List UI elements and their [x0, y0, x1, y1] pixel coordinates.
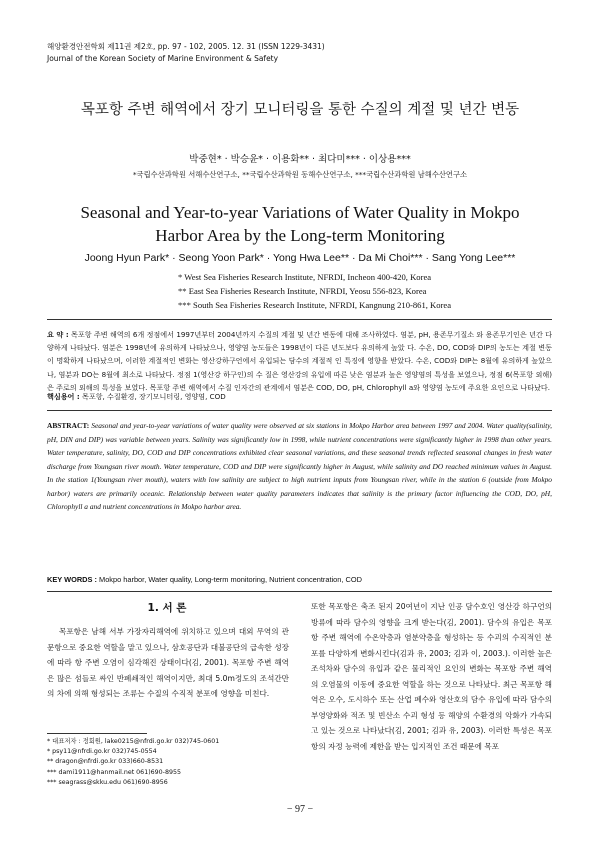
korean-keywords-label: 핵심용어 : [47, 392, 80, 401]
page-number: − 97 − [286, 804, 314, 815]
english-abstract-label: ABSTRACT: [47, 421, 90, 430]
english-title-line2: Harbor Area by the Long-term Monitoring [155, 226, 445, 245]
body-column-left: 목포항은 남해 서부 가장자리해역에 위치하고 있으며 대외 무역의 관문항으로 중요한 역할을 맡고 있으나, 삼호공단과 대불공단의 급속한 성장에 따라 항 주변 오염이 심각해진 상태이다(김, 2001). 목포항 주변 해역은 많은 섬들로 싸인 반폐쇄적인 해역이지만, 최대 5.0m정도의 조석간만의 차에 의해 형성되는 조류는 수질의 수직적 분포에 영향을 미친다. [47, 627, 289, 698]
korean-abstract [47, 328, 552, 394]
english-authors: Joong Hyun Park* · Seong Yoon Park* · Yong Hwa Lee** · Da Mi Choi*** · Sang Yong Lee*** [84, 252, 516, 264]
english-title [40, 201, 560, 247]
korean-keywords-text: 목포항, 수질환경, 장기모니터링, 영양염, COD [81, 392, 226, 401]
english-abstract-text: Seasonal and year-to-year variations of water quality were observed at six stations in Mokpo Harbor area between 1997 and 2004. Water quality(salinity, pH, DIN and DIP) was variable between years. Salinity was significantly low in 1998, while nutrient concentrations were significantly higher in 1998 than other years. Water temperature, salinity, DO, COD and DIP concentrations exhibited clear seasonal variations, and these seasonal trends reflected seasonal changes in fresh water discharge from Youngsan river mouth. Water temperature, COD and DIP were significantly higher in August, while salinity and DO reached minimum values in August. In the station 1(Youngsan river mouth), waters with low salinity are subject to high nutrient inputs from Youngsan river, while in the station 6 (outside from Mokpo harbor) waters are primarily oceanic. Relationship between water quality parameters indicates that salinity is the primary factor influencing the COD, DO, pH, Chlorophyll a and nutrient concentrations in Mokpo harbor area. [47, 421, 552, 511]
section-title-introduction: 1. 서 론 [147, 602, 187, 614]
english-keywords-label: KEY WORDS : [47, 575, 97, 584]
korean-keywords [47, 392, 552, 402]
korean-abstract-text: 목포항 주변 해역의 6개 정점에서 1997년부터 2004년까지 수질의 계절 및 년간 변동에 대해 조사하였다. 염분, pH, 용존무기질소 와 용존무기인은 년간 다양하게 나타났다. 염분은 1998년에 유의하게 나타났으나, 영양염 농도들은 1998년이 다른 년도보다 유의하게 높았 다. 수온, DO, COD와 DIP의 농도는 계절 변동이 명확하게 나타났으며, 이러한 계절적인 변화는 영산강하구언에서 유입되는 담수의 계절적 인 특징에 영향을 받았다. 수온, COD와 DIP는 8월에 유의하게 높았으나, 염분과 DO는 8월에 최소로 나타났다. 정점 1(영산강 하구인)의 수 질은 영산강의 유입에 따른 낮은 염분과 높은 영양염의 특성을 보였으나, 정점 6(목포항 외해)은 주로의 외해의 특성을 보였다. 목포항 주변 해역에서 수질 인자간의 관계에서 염분은 COD, DO, pH, Chlorophyll a와 영양염 농도에 주요한 요인으로 나타났다. [47, 330, 552, 392]
footnotes [47, 737, 219, 788]
affiliation-south-sea: *** South Sea Fisheries Research Institute, NFRDI, Kangnung 210-861, Korea [178, 300, 452, 310]
affiliation-east-sea: ** East Sea Fisheries Research Institute, NFRDI, Yeosu 556-823, Korea [178, 286, 427, 296]
korean-authors: 박중현* · 박승윤* · 이용화** · 최다미*** · 이상용*** [189, 154, 411, 165]
footnote-divider [47, 733, 147, 734]
english-abstract [47, 419, 552, 514]
english-keywords-text: Mokpo harbor, Water quality, Long-term monitoring, Nutrient concentration, COD [99, 575, 362, 584]
affiliation-west-sea: * West Sea Fisheries Research Institute, NFRDI, Incheon 400-420, Korea [178, 272, 432, 282]
journal-info-korean: 해양환경안전학회 제11권 제2호, pp. 97 - 102, 2005. 12. 31 (ISSN 1229-3431) [47, 42, 325, 51]
journal-header [47, 41, 325, 65]
divider-middle [47, 410, 552, 411]
body-column-right: 또한 목포항은 축조 된지 20여년이 지난 인공 담수호인 영산강 하구언의 방류에 따라 담수의 영향을 크게 받는다(김, 2001). 담수의 유입은 목포항 주변 해역에 수온약층과 염분약층을 형성하는 등 수괴의 수직적인 분포를 다양하게 변화시킨다(김과 유, 2003; 김과 이, 2003.). 이러한 높은 조석차와 담수의 유입과 같은 물리적인 요인의 변화는 목포항 주변 해역의 오염물의 이동에 중요한 역할을 하는 것으로 나타났다. 최근 목포항 해역은 오수, 도시하수 또는 산업 폐수와 영산호의 담수 유입에 따라 담수의 부영양화와 적조 및 빈산소 수괴 형성 등 해양의 수환경의 악화가 가속되고 있는 것으로 나타났다(김, 2001; 김과 유, 2003). 이러한 특성은 목포항의 자정 능력에 제한을 받는 입지적인 조건 때문에 목포 [311, 602, 552, 751]
korean-abstract-label: 요 약 : [47, 330, 69, 339]
footnote-author-2: * psy11@nfrdi.go.kr 032)745-0554 [47, 748, 157, 756]
divider-top [47, 319, 552, 320]
footnote-author-5: *** seagrass@skku.edu 061)690-8956 [47, 778, 168, 786]
journal-info-english: Journal of the Korean Society of Marine Environment & Safety [47, 54, 279, 63]
korean-affiliations: *국립수산과학원 서해수산연구소, **국립수산과학원 동해수산연구소, ***국립수산과학원 남해수산연구소 [132, 170, 468, 179]
english-title-line1: Seasonal and Year-to-year Variations of Water Quality in Mokpo [80, 203, 520, 222]
footnote-author-4: *** dami1911@hanmail.net 061)690-8955 [47, 768, 181, 776]
divider-bottom [47, 591, 552, 592]
english-affiliations [178, 270, 451, 312]
footnote-author-3: ** dragon@nfrdi.go.kr 033)660-8531 [47, 758, 164, 766]
footnote-corresponding-author: * 대표저자 : 정회원, lake0215@nfrdi.go.kr 032)745-0601 [47, 738, 220, 745]
korean-title: 목포항 주변 해역에서 장기 모니터링을 통한 수질의 계절 및 년간 변동 [80, 102, 520, 118]
english-keywords [47, 575, 362, 584]
